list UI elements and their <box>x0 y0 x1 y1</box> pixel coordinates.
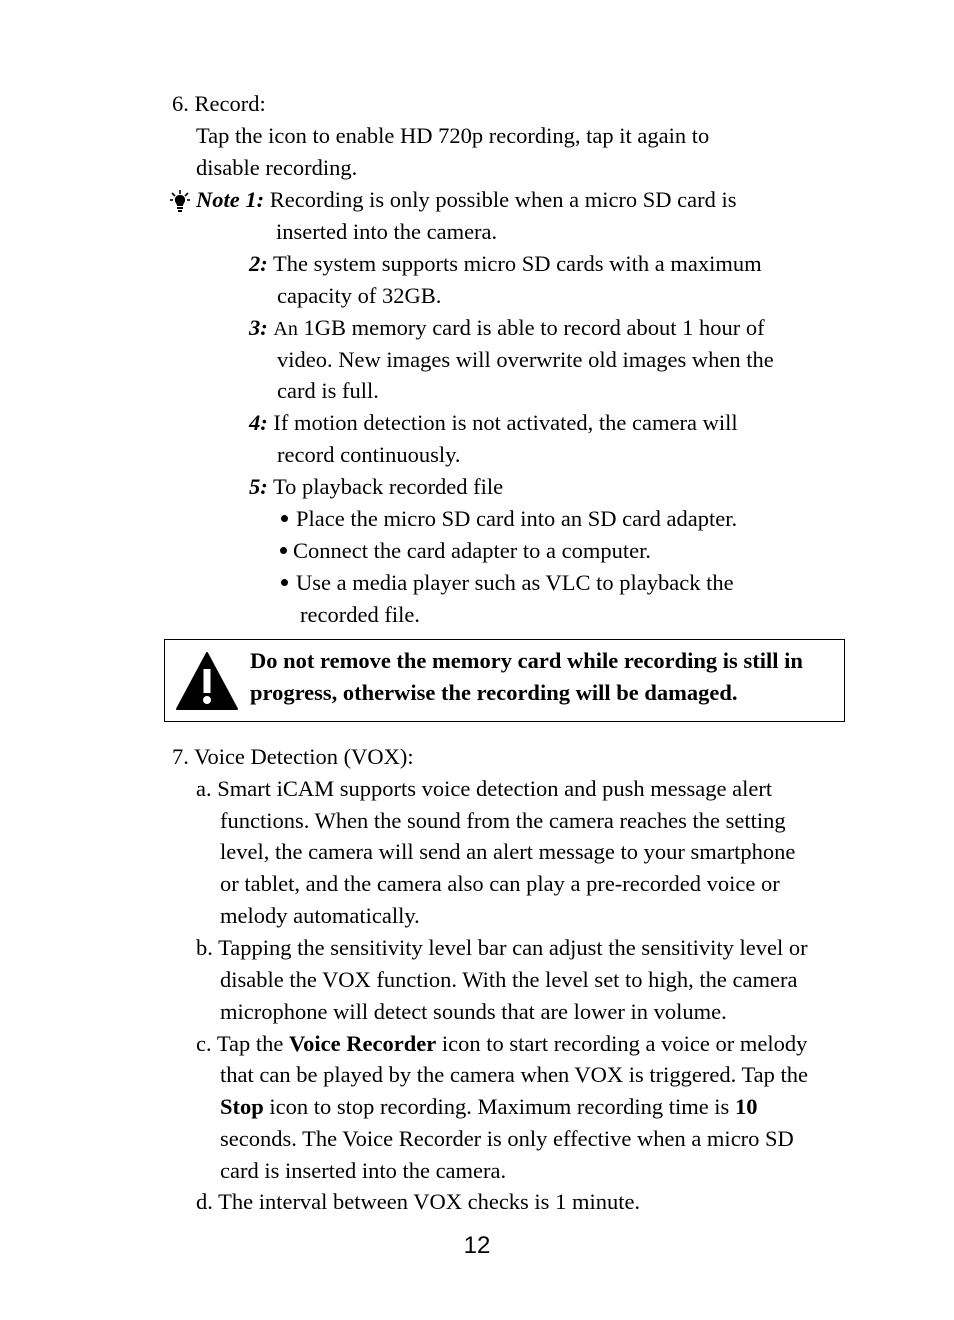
bullet-text-2: Connect the card adapter to a computer. <box>293 538 651 563</box>
note5-label: 5: <box>249 474 268 499</box>
note1-line2: inserted into the camera. <box>276 219 498 244</box>
vox-a-line4: or tablet, and the camera also can play a pre-recorded voice or <box>220 871 780 896</box>
note3-an: An <box>273 318 298 340</box>
bullet-icon <box>281 579 288 586</box>
vox-c-line3 <box>220 1091 757 1123</box>
bullet-text-1: Place the micro SD card into an SD card adapter. <box>296 506 738 531</box>
note3-label: 3: <box>249 315 268 340</box>
page-number: 12 <box>463 1232 491 1259</box>
vox-b-line1: b. Tapping the sensitivity level bar can adjust the sensitivity level or <box>196 935 808 960</box>
warning-text-line2: progress, otherwise the recording will be damaged. <box>250 680 738 705</box>
note3-line1 <box>249 312 765 345</box>
note4-text: If motion detection is not activated, the camera will <box>273 410 738 435</box>
vox-c-pre: c. Tap the <box>196 1031 284 1056</box>
vox-a-line1: a. Smart iCAM supports voice detection and push message alert <box>196 776 773 801</box>
vox-b-line2: disable the VOX function. With the level set to high, the camera <box>220 967 798 992</box>
record-heading: 6. Record: <box>172 91 266 116</box>
stop-label: Stop <box>220 1094 264 1119</box>
note2-line1 <box>249 248 762 280</box>
vox-heading: 7. Voice Detection (VOX): <box>172 744 414 769</box>
note3-text: 1GB memory card is able to record about 1 hour of <box>303 315 765 340</box>
vox-c-line1 <box>196 1028 807 1060</box>
record-text-line1: Tap the icon to enable HD 720p recording, tap it again to <box>196 123 710 148</box>
bullet-item-3 <box>281 567 734 599</box>
vox-c-mid: icon to stop recording. Maximum recording time is <box>269 1094 730 1119</box>
note4-line1 <box>249 407 738 439</box>
bullet-icon <box>280 547 287 554</box>
vox-c-line4: seconds. The Voice Recorder is only effective when a micro SD <box>220 1126 794 1151</box>
note3-line3: card is full. <box>277 378 379 403</box>
note1-label: Note 1: <box>196 187 265 212</box>
note2-label: 2: <box>249 251 268 276</box>
voice-recorder-label: Voice Recorder <box>288 1031 437 1056</box>
vox-a-line5: melody automatically. <box>220 903 420 928</box>
note1-text: Recording is only possible when a micro SD card is <box>269 187 737 212</box>
vox-d-line1: d. The interval between VOX checks is 1 minute. <box>196 1189 641 1214</box>
warning-triangle-icon <box>175 651 239 711</box>
vox-c-post: icon to start recording a voice or melody <box>441 1031 808 1056</box>
note4-label: 4: <box>249 410 268 435</box>
vox-a-line3: level, the camera will send an alert message to your smartphone <box>220 839 796 864</box>
bullet-item-3-line2: recorded file. <box>300 602 420 627</box>
max-time-value: 10 <box>734 1094 758 1119</box>
vox-b-line3: microphone will detect sounds that are lower in volume. <box>220 999 727 1024</box>
note5-line1 <box>249 471 503 503</box>
vox-a-line2: functions. When the sound from the camera reaches the setting <box>220 808 786 833</box>
vox-c-line5: card is inserted into the camera. <box>220 1158 507 1183</box>
note5-text: To playback recorded file <box>272 474 504 499</box>
bullet-item-1 <box>281 503 737 535</box>
warning-text-line1: Do not remove the memory card while recording is still in <box>250 648 803 673</box>
warning-box <box>164 639 845 722</box>
bullet-text-3: Use a media player such as VLC to playback the <box>296 570 734 595</box>
bullet-icon <box>281 515 288 522</box>
note2-text: The system supports micro SD cards with a maximum <box>272 251 762 276</box>
bullet-item-2 <box>280 535 651 567</box>
note4-line2: record continuously. <box>277 442 461 467</box>
note2-line2: capacity of 32GB. <box>277 283 442 308</box>
lightbulb-icon <box>170 189 190 213</box>
record-text-line2: disable recording. <box>196 155 358 180</box>
vox-c-line2: that can be played by the camera when VOX is triggered. Tap the <box>220 1062 809 1087</box>
note3-line2: video. New images will overwrite old images when the <box>277 347 774 372</box>
note1-line1 <box>196 184 737 216</box>
